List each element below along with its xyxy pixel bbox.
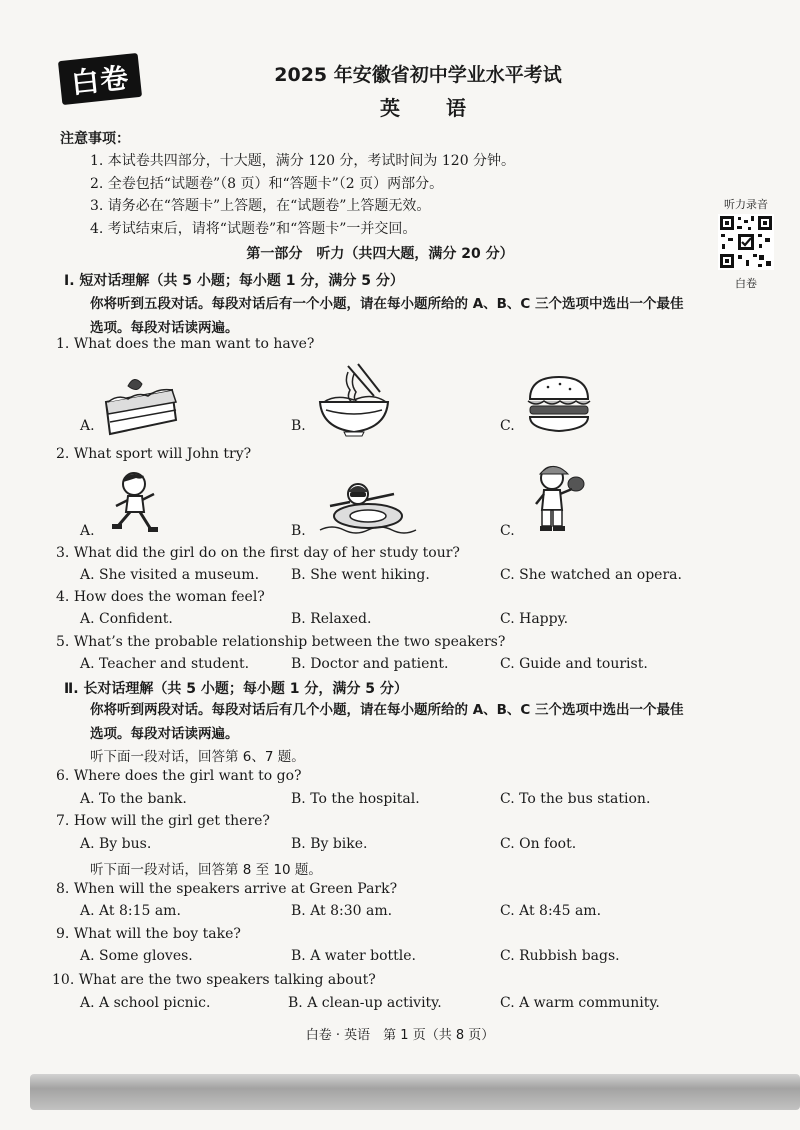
question-number: 3.: [56, 545, 70, 561]
running-boy-icon: [108, 470, 164, 536]
question-text: What’s the probable relationship between the two speakers?: [73, 634, 506, 650]
notice-item: 3. 请务必在“答题卡”上答题，在“试题卷”上答题无效。: [90, 198, 431, 214]
option-b[interactable]: B. A clean-up activity.: [288, 995, 442, 1011]
option-a[interactable]: A. Some gloves.: [80, 948, 193, 964]
option-c[interactable]: C. She watched an opera.: [500, 567, 682, 583]
dialogue-prompt: 听下面一段对话，回答第 6、7 题。: [90, 749, 305, 765]
question-number: 9.: [56, 926, 70, 942]
section-one-heading: Ⅰ. 短对话理解（共 5 小题；每小题 1 分，满分 5 分）: [64, 273, 404, 289]
qr-bottom-label: 白卷: [735, 277, 757, 290]
option-b[interactable]: B.: [291, 523, 306, 539]
option-c[interactable]: C. At 8:45 am.: [500, 903, 602, 919]
question-number: 6.: [56, 768, 70, 784]
option-b[interactable]: B.: [291, 418, 306, 434]
notice-item: 4. 考试结束后，请将“试题卷”和“答题卡”一并交回。: [90, 220, 417, 237]
option-a[interactable]: A. To the bank.: [80, 791, 187, 807]
question-1: [56, 336, 314, 352]
instruction-line: 选项。每段对话读两遍。: [90, 320, 239, 336]
question-2: [56, 446, 251, 462]
question-text: How does the woman feel?: [73, 589, 265, 605]
option-b[interactable]: B. A water bottle.: [291, 948, 416, 964]
page-footer: 白卷 · 英语 第 1 页（共 8 页）: [305, 1028, 495, 1043]
question-5: [56, 634, 505, 650]
scan-edge-artifact: [30, 1074, 800, 1110]
question-number: 1.: [56, 336, 70, 352]
option-b[interactable]: B. At 8:30 am.: [291, 903, 393, 919]
noodles-icon: [316, 362, 392, 438]
question-6: [56, 768, 302, 784]
option-b[interactable]: B. She went hiking.: [291, 567, 430, 583]
instruction-line: 你将听到五段对话。每段对话后有一个小题，请在每小题所给的 A、B、C 三个选项中选出一个最佳: [90, 296, 684, 312]
question-number: 10.: [52, 972, 75, 988]
option-a[interactable]: A. She visited a museum.: [80, 567, 260, 583]
instruction-line: 你将听到两段对话。每段对话后有几个小题，请在每小题所给的 A、B、C 三个选项中选出一个最佳: [90, 702, 684, 718]
qr-top-label: 听力录音: [724, 198, 768, 211]
option-c[interactable]: C.: [500, 418, 515, 434]
question-number: 7.: [56, 813, 70, 829]
section-one-instruction: [90, 292, 684, 340]
question-text: How will the girl get there?: [73, 813, 270, 829]
option-c[interactable]: C. On foot.: [500, 836, 577, 852]
notice-item: 1. 本试卷共四部分，十大题，满分 120 分，考试时间为 120 分钟。: [90, 153, 516, 169]
paper-badge: 白卷: [58, 53, 142, 105]
option-c[interactable]: C. Guide and tourist.: [500, 656, 648, 672]
question-text: Where does the girl want to go?: [73, 768, 302, 784]
option-c[interactable]: C. To the bus station.: [500, 791, 651, 807]
option-a[interactable]: A. Confident.: [80, 611, 173, 627]
question-text: What did the girl do on the first day of her study tour?: [73, 545, 460, 561]
question-7: [56, 813, 270, 829]
option-b[interactable]: B. By bike.: [291, 836, 368, 852]
option-c[interactable]: C.: [500, 523, 515, 539]
option-b[interactable]: B. Relaxed.: [291, 611, 372, 627]
option-c[interactable]: C. Rubbish bags.: [500, 948, 620, 964]
question-8: [56, 881, 397, 897]
option-c[interactable]: C. Happy.: [500, 611, 569, 627]
question-number: 8.: [56, 881, 70, 897]
section-two-instruction: [90, 698, 684, 746]
notice-title: 注意事项：: [60, 131, 130, 147]
subject-title: 英语: [380, 96, 512, 120]
option-a[interactable]: A. At 8:15 am.: [80, 903, 181, 919]
option-a[interactable]: A. By bus.: [80, 836, 152, 852]
option-a[interactable]: A. A school picnic.: [80, 995, 211, 1011]
question-text: What does the man want to have?: [73, 336, 315, 352]
question-10: [52, 972, 376, 988]
question-number: 4.: [56, 589, 70, 605]
question-text: What will the boy take?: [73, 926, 241, 942]
option-c[interactable]: C. A warm community.: [500, 995, 660, 1011]
hamburger-icon: [526, 375, 592, 433]
option-a[interactable]: A. Teacher and student.: [80, 656, 250, 672]
question-number: 5.: [56, 634, 70, 650]
question-text: What are the two speakers talking about?: [78, 972, 376, 988]
question-4: [56, 589, 265, 605]
section-two-heading: Ⅱ. 长对话理解（共 5 小题；每小题 1 分，满分 5 分）: [64, 681, 408, 697]
exam-title: 2025 年安徽省初中学业水平考试: [274, 64, 562, 86]
option-a[interactable]: A.: [80, 418, 95, 434]
instruction-line: 选项。每段对话读两遍。: [90, 726, 239, 742]
question-9: [56, 926, 241, 942]
option-b[interactable]: B. Doctor and patient.: [291, 656, 449, 672]
part-one-title: 第一部分 听力（共四大题，满分 20 分）: [246, 246, 514, 262]
question-3: [56, 545, 460, 561]
swimmer-icon: [318, 476, 418, 538]
option-b[interactable]: B. To the hospital.: [291, 791, 420, 807]
dialogue-prompt: 听下面一段对话，回答第 8 至 10 题。: [90, 862, 322, 878]
notice-list: [90, 150, 515, 240]
notice-item: 2. 全卷包括“试题卷”（8 页）和“答题卡”（2 页）两部分。: [90, 175, 444, 192]
question-text: What sport will John try?: [73, 446, 252, 462]
option-a[interactable]: A.: [80, 523, 95, 539]
question-text: When will the speakers arrive at Green Park?: [73, 881, 398, 897]
cake-icon: [98, 372, 184, 438]
question-number: 2.: [56, 446, 70, 462]
table-tennis-boy-icon: [528, 462, 588, 534]
